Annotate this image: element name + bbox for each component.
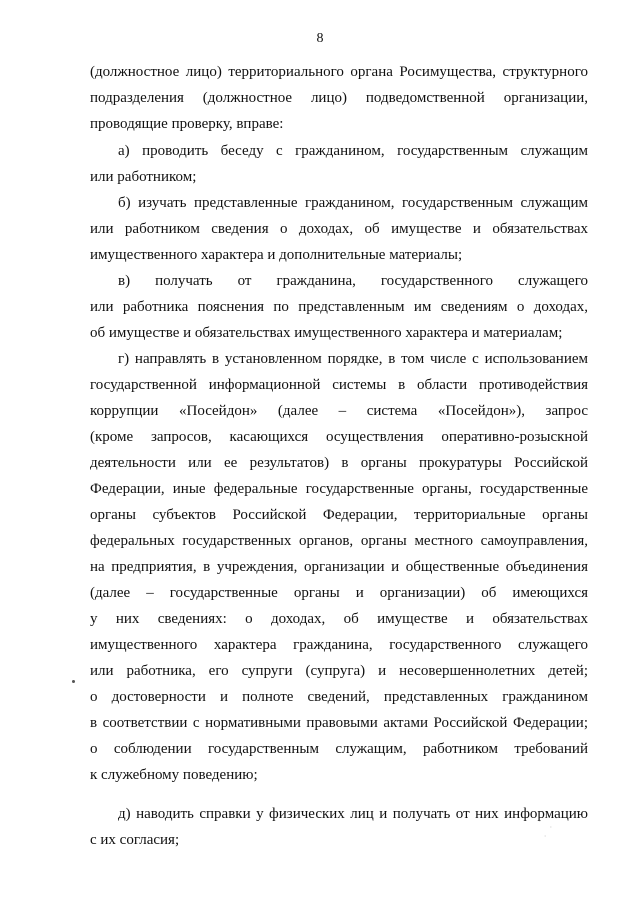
text-line: (кроме запросов, касающихся осуществления оперативно-розыскной [90,429,588,445]
paragraph-g [90,346,588,788]
paragraph-v [90,268,588,346]
paragraph-d [90,801,588,853]
text-line: о соблюдении государственным служащим, работником требований [90,741,588,757]
text-line: государственной информационной системы в области противодействия [90,377,588,393]
text-line: или работником сведения о доходах, об имуществе и обязательствах [90,221,588,237]
text-line: об имуществе и обязательствах имущественного характера и материалам; [90,325,563,341]
text-line: органы субъектов Российской Федерации, территориальные органы [90,507,588,523]
text-line: с их согласия; [90,832,180,848]
paragraph-b [90,190,588,268]
text-line: г) направлять в установленном порядке, в том числе с использованием [118,351,588,367]
text-line: имущественного характера гражданина, государственного служащего [90,637,588,653]
text-line: или работником; [90,169,197,185]
text-line: (должностное лицо) территориального органа Росимущества, структурного [90,64,588,80]
text-line: у них сведениях: о доходах, об имуществе и обязательствах [90,611,588,627]
paragraph-intro [90,59,588,137]
scan-speck [72,680,75,683]
text-line: в соответствии с нормативными правовыми актами Российской Федерации; [90,715,588,731]
scan-noise [534,812,562,842]
text-line: на предприятия, в учреждения, организации и общественные объединения [90,559,588,575]
text-line: в) получать от гражданина, государственного служащего [118,273,588,289]
text-line: о достоверности и полноте сведений, представленных гражданином [90,689,588,705]
text-line: или работника пояснения по представленным им сведениям о доходах, [90,299,588,315]
text-line: б) изучать представленные гражданином, государственным служащим [118,195,588,211]
text-line: или работника, его супруги (супруга) и несовершеннолетних детей; [90,663,588,679]
text-line: имущественного характера и дополнительные материалы; [90,247,463,263]
text-line: коррупции «Посейдон» (далее – система «Посейдон»), запрос [90,403,588,419]
text-line: подразделения (должностное лицо) подведомственной организации, [90,90,588,106]
page-number: 8 [316,31,324,46]
text-line: федеральных государственных органов, органы местного самоуправления, [90,533,588,549]
text-line: проводящие проверку, вправе: [90,116,284,132]
text-line: деятельности или ее результатов) в органы прокуратуры Российской [90,455,588,471]
paragraph-a [90,138,588,190]
text-line: Федерации, иные федеральные государственные органы, государственные [90,481,588,497]
text-line: (далее – государственные органы и организации) об имеющихся [90,585,588,601]
text-line: а) проводить беседу с гражданином, государственным служащим [118,143,588,159]
text-line: д) наводить справки у физических лиц и получать от них информацию [118,806,588,822]
text-line: к служебному поведению; [90,767,258,783]
